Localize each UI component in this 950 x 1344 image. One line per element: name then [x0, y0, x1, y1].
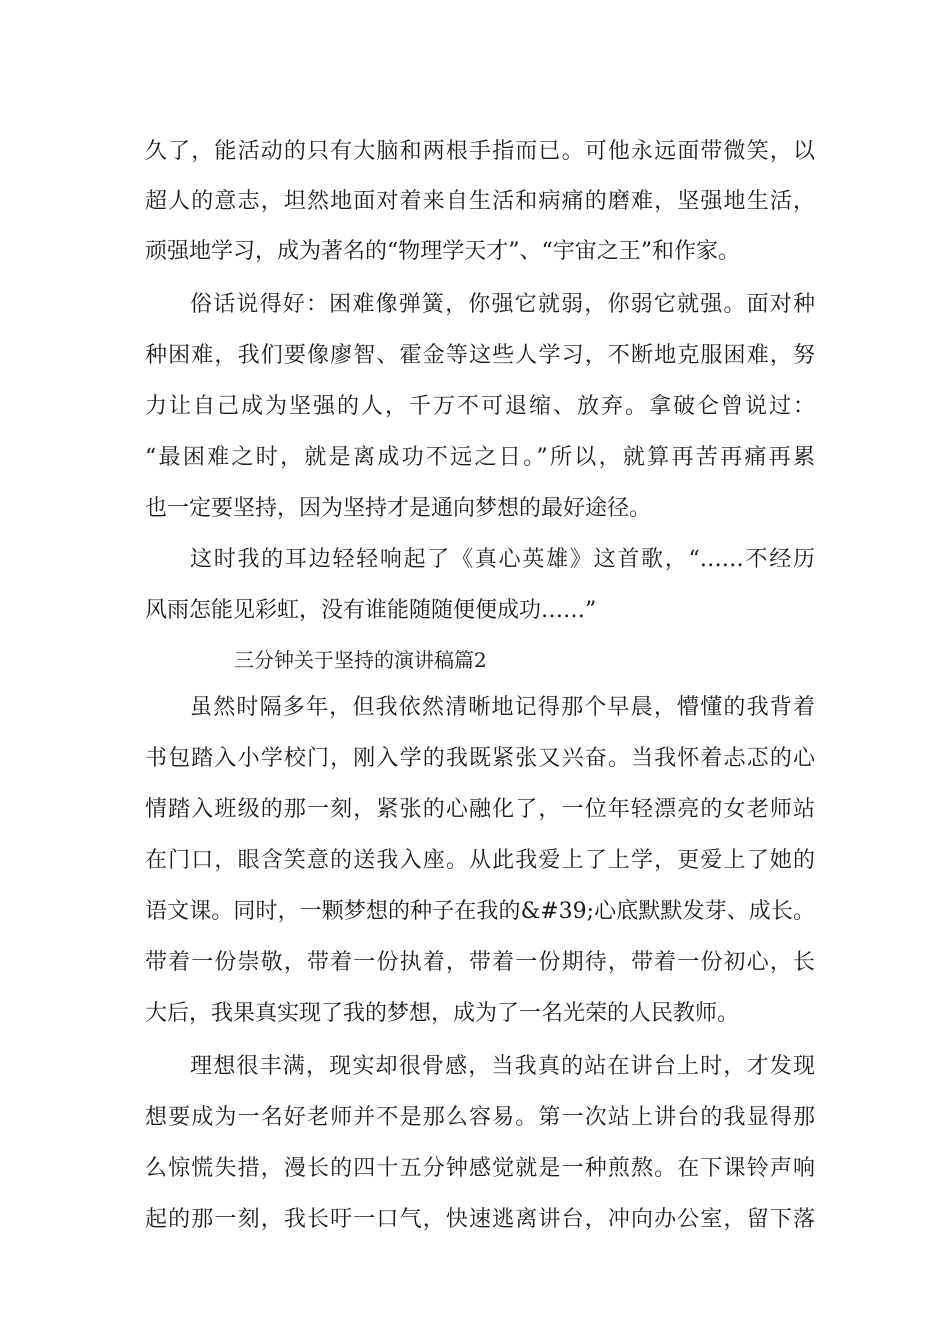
paragraph-2-line-5: 也一定要坚持，因为坚持才是通向梦想的最好途径。 [145, 496, 652, 521]
section-heading: 三分钟关于坚持的演讲稿篇2 [234, 648, 487, 672]
paragraph-5-line-3: 么惊慌失措，漫长的四十五分钟感觉就是一种煎熬。在下课铃声响 [145, 1156, 815, 1181]
paragraph-3-line-1: 这时我的耳边轻轻响起了《真心英雄》这首歌，“……不经历 [190, 547, 815, 572]
paragraph-4-line-5: 语文课。同时，一颗梦想的种子在我的&#39;心底默默发芽、成长。 [145, 899, 815, 924]
paragraph-3-line-2: 风雨怎能见彩虹，没有谁能随随便便成功……” [145, 598, 597, 623]
paragraph-2-line-1: 俗话说得好：困难像弹簧，你强它就弱，你弱它就强。面对种 [190, 292, 815, 317]
paragraph-1-line-3: 顽强地学习，成为著名的“物理学天才”、“宇宙之王”和作家。 [145, 239, 740, 264]
paragraph-5-line-4: 起的那一刻，我长吁一口气，快速逃离讲台，冲向办公室，留下落 [145, 1207, 815, 1232]
paragraph-4-line-1: 虽然时隔多年，但我依然清晰地记得那个早晨，懵懂的我背着 [190, 695, 815, 720]
paragraph-4-line-7: 大后，我果真实现了我的梦想，成为了一名光荣的人民教师。 [145, 1001, 740, 1026]
paragraph-5-line-1: 理想很丰满，现实却很骨感，当我真的站在讲台上时，才发现 [190, 1054, 815, 1079]
paragraph-2-line-4: “最困难之时，就是离成功不远之日。”所以，就算再苦再痛再累 [145, 445, 815, 470]
paragraph-4-line-4: 在门口，眼含笑意的送我入座。从此我爱上了上学，更爱上了她的 [145, 848, 815, 873]
paragraph-1-line-2: 超人的意志，坦然地面对着来自生活和病痛的磨难，坚强地生活， [145, 189, 815, 214]
paragraph-2-line-3: 力让自己成为坚强的人，千万不可退缩、放弃。拿破仑曾说过： [145, 394, 815, 419]
paragraph-4-line-2: 书包踏入小学校门，刚入学的我既紧张又兴奋。当我怀着忐忑的心 [145, 746, 815, 771]
paragraph-5-line-2: 想要成为一名好老师并不是那么容易。第一次站上讲台的我显得那 [145, 1105, 815, 1130]
paragraph-4-line-3: 情踏入班级的那一刻，紧张的心融化了，一位年轻漂亮的女老师站 [145, 797, 815, 822]
paragraph-2-line-2: 种困难，我们要像廖智、霍金等这些人学习，不断地克服困难，努 [145, 343, 815, 368]
paragraph-1-line-1: 久了，能活动的只有大脑和两根手指而已。可他永远面带微笑，以 [145, 139, 815, 164]
paragraph-4-line-6: 带着一份崇敬，带着一份执着，带着一份期待，带着一份初心，长 [145, 950, 815, 975]
